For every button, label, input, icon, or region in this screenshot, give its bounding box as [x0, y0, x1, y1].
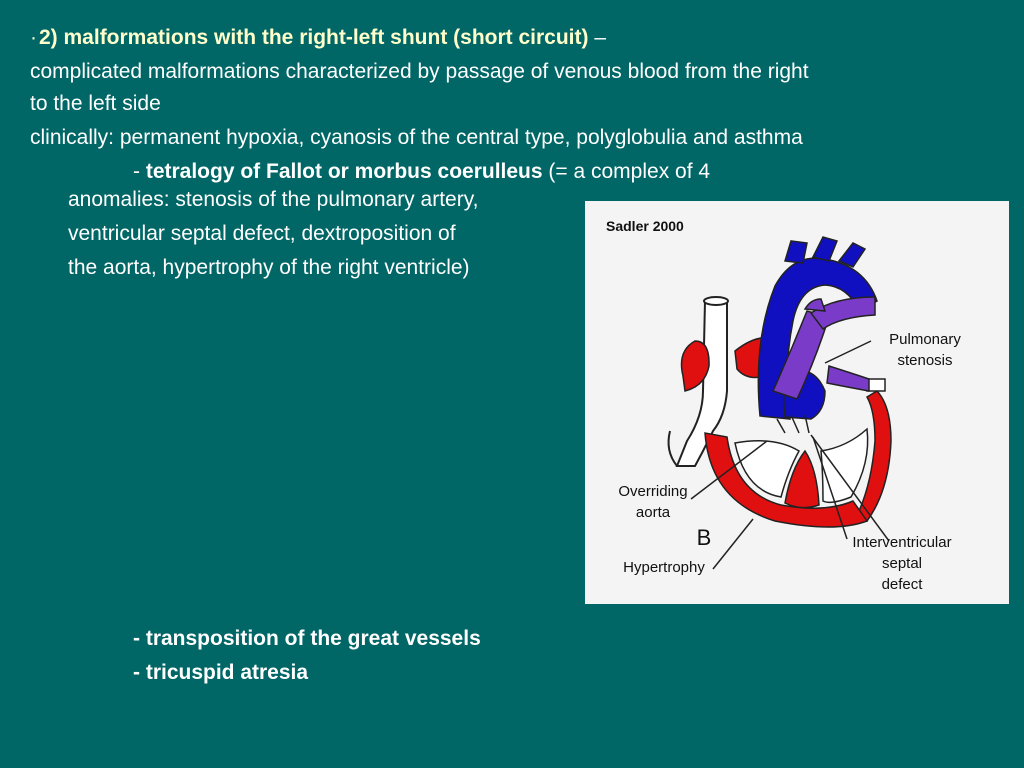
fallot-line-2: anomalies: stenosis of the pulmonary artery,	[68, 188, 479, 211]
label-panel-b: B	[696, 525, 712, 550]
label-ivsd-line-1: Interventricular	[852, 534, 952, 551]
fallot-prefix: -	[133, 160, 146, 183]
fallot-line-3: ventricular septal defect, dextroposition of	[68, 222, 456, 245]
bullet-icon: ·	[30, 26, 37, 49]
item-tricuspid-atresia: - tricuspid atresia	[133, 661, 309, 684]
figure-source: Sadler 2000	[606, 218, 684, 234]
body-line-2: to the left side	[30, 92, 161, 115]
slide-heading	[30, 24, 606, 52]
label-overriding-line-2: aorta	[635, 504, 671, 521]
heading-title: 2) malformations with the right-left shunt (short circuit)	[39, 26, 589, 49]
label-hypertrophy: Hypertrophy	[623, 559, 705, 576]
body-line-1: complicated malformations characterized by passage of venous blood from the right	[30, 60, 809, 83]
fallot-line-1	[133, 158, 710, 186]
fallot-term: tetralogy of Fallot or morbus coerulleus	[145, 160, 543, 183]
label-overriding-aorta	[605, 481, 701, 523]
body-line-3: clinically: permanent hypoxia, cyanosis of the central type, polyglobulia and asthma	[30, 126, 803, 149]
item-transposition: - transposition of the great vessels	[133, 627, 481, 650]
label-overriding-line-1: Overriding	[618, 483, 688, 500]
fallot-line-4: the aorta, hypertrophy of the right ventricle)	[68, 256, 470, 279]
label-pulmonary-line-1: Pulmonary	[889, 331, 961, 348]
heart-diagram	[585, 201, 1009, 604]
label-ivsd-line-2: septal	[881, 555, 923, 572]
fallot-suffix: (= a complex of 4	[542, 160, 711, 183]
heading-dash: –	[588, 26, 607, 49]
label-ivsd-line-3: defect	[881, 576, 923, 593]
label-pulmonary-stenosis	[865, 329, 985, 371]
label-interventricular-septal-defect	[837, 532, 967, 595]
label-pulmonary-line-2: stenosis	[897, 352, 953, 369]
